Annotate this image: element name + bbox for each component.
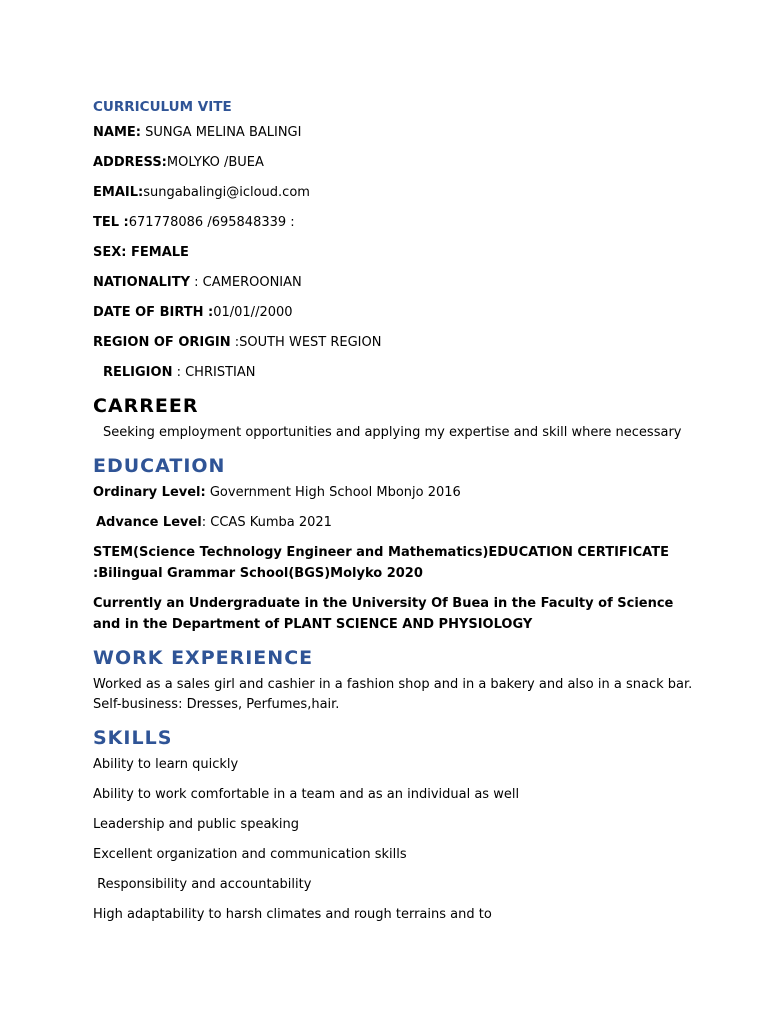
field-email-value: sungabalingi@icloud.com xyxy=(143,185,310,200)
field-nationality xyxy=(93,273,693,293)
ordinary-level-value: Government High School Mbonjo 2016 xyxy=(205,485,461,500)
field-tel-value: 671778086 /695848339 : xyxy=(128,215,295,230)
skill-item: Responsibility and accountability xyxy=(93,877,312,892)
field-sex xyxy=(93,243,693,263)
skill-item: Leadership and public speaking xyxy=(93,817,300,832)
field-sex-label: SEX: FEMALE xyxy=(93,245,189,260)
skills-heading: SKILLS xyxy=(93,727,173,749)
field-region-value: :SOUTH WEST REGION xyxy=(230,335,382,350)
education-advance-level xyxy=(93,513,693,533)
skill-item: Ability to learn quickly xyxy=(93,757,239,772)
field-email xyxy=(93,183,693,203)
field-tel xyxy=(93,213,693,233)
career-heading: CARREER xyxy=(93,395,199,417)
field-tel-label: TEL : xyxy=(93,215,129,230)
field-date-of-birth xyxy=(93,303,693,323)
field-date-of-birth-label: DATE OF BIRTH : xyxy=(93,305,214,320)
field-nationality-value: : CAMEROONIAN xyxy=(190,275,302,290)
work-experience-line-2: Self-business: Dresses, Perfumes,hair. xyxy=(93,697,340,712)
work-experience-heading: WORK EXPERIENCE xyxy=(93,647,314,669)
ordinary-level-label: Ordinary Level: xyxy=(93,485,206,500)
field-region-label: REGION OF ORIGIN xyxy=(93,335,231,350)
field-name xyxy=(93,123,693,143)
field-religion-label: RELIGION xyxy=(103,365,173,380)
career-text: Seeking employment opportunities and applying my expertise and skill where necessary xyxy=(103,425,682,440)
advance-level-value: : CCAS Kumba 2021 xyxy=(201,515,332,530)
skill-item: Excellent organization and communication skills xyxy=(93,847,407,862)
skill-item: High adaptability to harsh climates and rough terrains and to xyxy=(93,907,492,922)
field-religion-value: : CHRISTIAN xyxy=(172,365,256,380)
cv-document xyxy=(93,96,693,935)
document-title: CURRICULUM VITE xyxy=(93,99,232,115)
advance-level-label: Advance Level xyxy=(96,515,202,530)
education-ordinary-level xyxy=(93,483,693,503)
field-address xyxy=(93,153,693,173)
field-address-value: MOLYKO /BUEA xyxy=(166,155,264,170)
field-religion xyxy=(93,363,693,383)
skill-item: Ability to work comfortable in a team and as an individual as well xyxy=(93,787,520,802)
field-name-label: NAME: xyxy=(93,125,141,140)
education-heading: EDUCATION xyxy=(93,455,226,477)
education-stem-certificate: STEM(Science Technology Engineer and Mathematics)EDUCATION CERTIFICATE :Bilingual Grammar School(BGS)Molyko 2020 xyxy=(93,545,669,581)
field-address-label: ADDRESS: xyxy=(93,155,167,170)
field-date-of-birth-value: 01/01//2000 xyxy=(213,305,293,320)
field-name-value: SUNGA MELINA BALINGI xyxy=(140,125,302,140)
field-nationality-label: NATIONALITY xyxy=(93,275,191,290)
field-region-of-origin xyxy=(93,333,693,353)
work-experience-text xyxy=(93,675,693,715)
work-experience-line-1: Worked as a sales girl and cashier in a fashion shop and in a bakery and also in a snack bar. xyxy=(93,677,693,692)
field-email-label: EMAIL: xyxy=(93,185,144,200)
education-current: Currently an Undergraduate in the University Of Buea in the Faculty of Science and in the Department of PLANT SCIENCE AND PHYSIOLOGY xyxy=(93,596,674,632)
